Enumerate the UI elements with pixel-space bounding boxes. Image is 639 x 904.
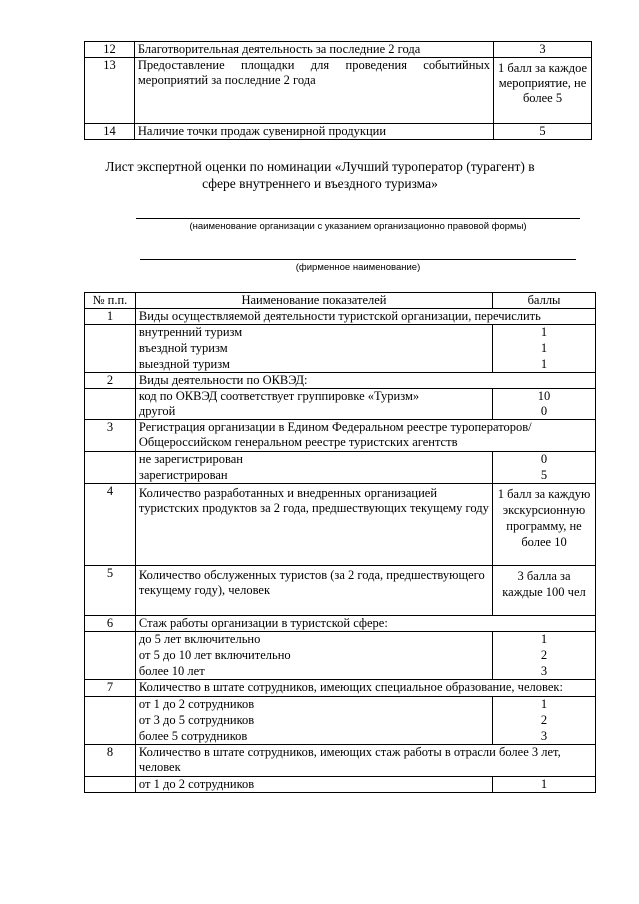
row-number: 6 [85,616,136,632]
row-number: 1 [85,309,136,325]
header-score: баллы [493,293,596,309]
option-score: 1 [540,697,548,711]
option-score: 1 [540,341,548,355]
row-scores [493,325,596,373]
header-name: Наименование показателей [135,293,492,309]
option-label: от 5 до 10 лет включительно [138,648,291,662]
row-options [135,389,492,420]
table-header [85,293,596,309]
empty-cell [85,389,136,420]
option-label: другой [138,404,176,418]
option-score: 1 [540,325,548,339]
row-title: Регистрация организации в Едином Федеральном реестре туроператоров/Общероссийском генеральном реестре туристских агентств [135,420,595,452]
org-name-line [136,218,580,219]
row-number: 8 [85,745,136,777]
option-score: 0 [540,404,548,418]
row-number: 13 [85,58,135,124]
option-score: 3 [540,664,548,678]
option-label: от 1 до 2 сотрудников [135,777,492,793]
option-label: зарегистрирован [138,468,228,482]
row-title: Количество разработанных и внедренных организацией туристских продуктов за 2 года, предшествующих текущему году [135,484,492,566]
row-number: 4 [85,484,136,566]
option-score: 3 [540,729,548,743]
sheet-title: Лист экспертной оценки по номинации «Лучший туроператор (турагент) в сфере внутреннего и въездного туризма» [105,159,535,191]
empty-cell [85,777,136,793]
option-label: от 1 до 2 сотрудников [138,697,255,711]
row-score: 1 балл за каждую экскурсионную программу, не более 10 [493,484,596,566]
row-title: Виды осуществляемой деятельности туристской организации, перечислить [135,309,595,325]
option-score: 1 [493,777,596,793]
row-name: Наличие точки продаж сувенирной продукции [134,124,493,140]
table-row [85,566,596,616]
brand-name-caption: (фирменное наименование) [295,262,421,273]
row-score: 3 [494,42,592,58]
row-scores [493,389,596,420]
option-score: 0 [540,452,548,466]
row-scores [493,632,596,680]
table-row [85,42,592,58]
row-options [135,452,492,484]
option-label: более 5 сотрудников [138,729,248,743]
empty-cell [85,452,136,484]
row-score: 1 балл за каждое мероприятие, не более 5 [494,58,592,124]
option-label: код по ОКВЭД соответствует группировке «Туризм» [138,389,420,403]
option-score: 1 [540,632,548,646]
table-row [85,373,596,389]
brand-name-line [140,259,576,260]
row-number: 7 [85,680,136,697]
row-name: Благотворительная деятельность за последние 2 года [134,42,493,58]
row-score: 3 балла за каждые 100 чел [493,566,596,616]
row-title: Количество обслуженных туристов (за 2 года, предшествующего текущему году), человек [135,566,492,616]
table-row [85,777,596,793]
option-score: 1 [540,357,548,371]
table-row [85,309,596,325]
row-title: Количество в штате сотрудников, имеющих специальное образование, человек: [135,680,595,697]
table-row [85,680,596,697]
option-label: въездной туризм [138,341,228,355]
row-score: 5 [494,124,592,140]
header-number: № п.п. [85,293,136,309]
row-title: Количество в штате сотрудников, имеющих стаж работы в отрасли более 3 лет, человек [135,745,595,777]
table-row [85,124,592,140]
table-row [85,745,596,777]
table-row [85,420,596,452]
table-row [85,484,596,566]
option-label: выездной туризм [138,357,230,371]
option-label: не зарегистрирован [138,452,243,466]
empty-cell [85,697,136,745]
option-score: 10 [537,389,551,403]
table-row [85,632,596,680]
row-options [135,325,492,373]
row-number: 2 [85,373,136,389]
top-criteria-table [84,41,592,140]
row-number: 3 [85,420,136,452]
table-row [85,697,596,745]
table-row [85,58,592,124]
row-scores [493,697,596,745]
row-number: 5 [85,566,136,616]
table-row [85,616,596,632]
option-label: внутренний туризм [138,325,243,339]
empty-cell [85,325,136,373]
row-number: 14 [85,124,135,140]
row-scores [493,452,596,484]
row-options [135,632,492,680]
option-label: от 3 до 5 сотрудников [138,713,255,727]
row-name: Предоставление площадки для проведения событийных мероприятий за последние 2 года [134,58,493,124]
option-label: до 5 лет включительно [138,632,261,646]
option-score: 5 [540,468,548,482]
empty-cell [85,632,136,680]
table-row [85,325,596,373]
option-label: более 10 лет [138,664,205,678]
evaluation-table [84,292,596,793]
row-options [135,697,492,745]
option-score: 2 [540,648,548,662]
row-number: 12 [85,42,135,58]
row-title: Стаж работы организации в туристской сфере: [135,616,595,632]
table-row [85,452,596,484]
option-score: 2 [540,713,548,727]
table-row [85,389,596,420]
org-name-caption: (наименование организации с указанием организационно правовой формы) [189,221,527,232]
row-title: Виды деятельности по ОКВЭД: [135,373,595,389]
